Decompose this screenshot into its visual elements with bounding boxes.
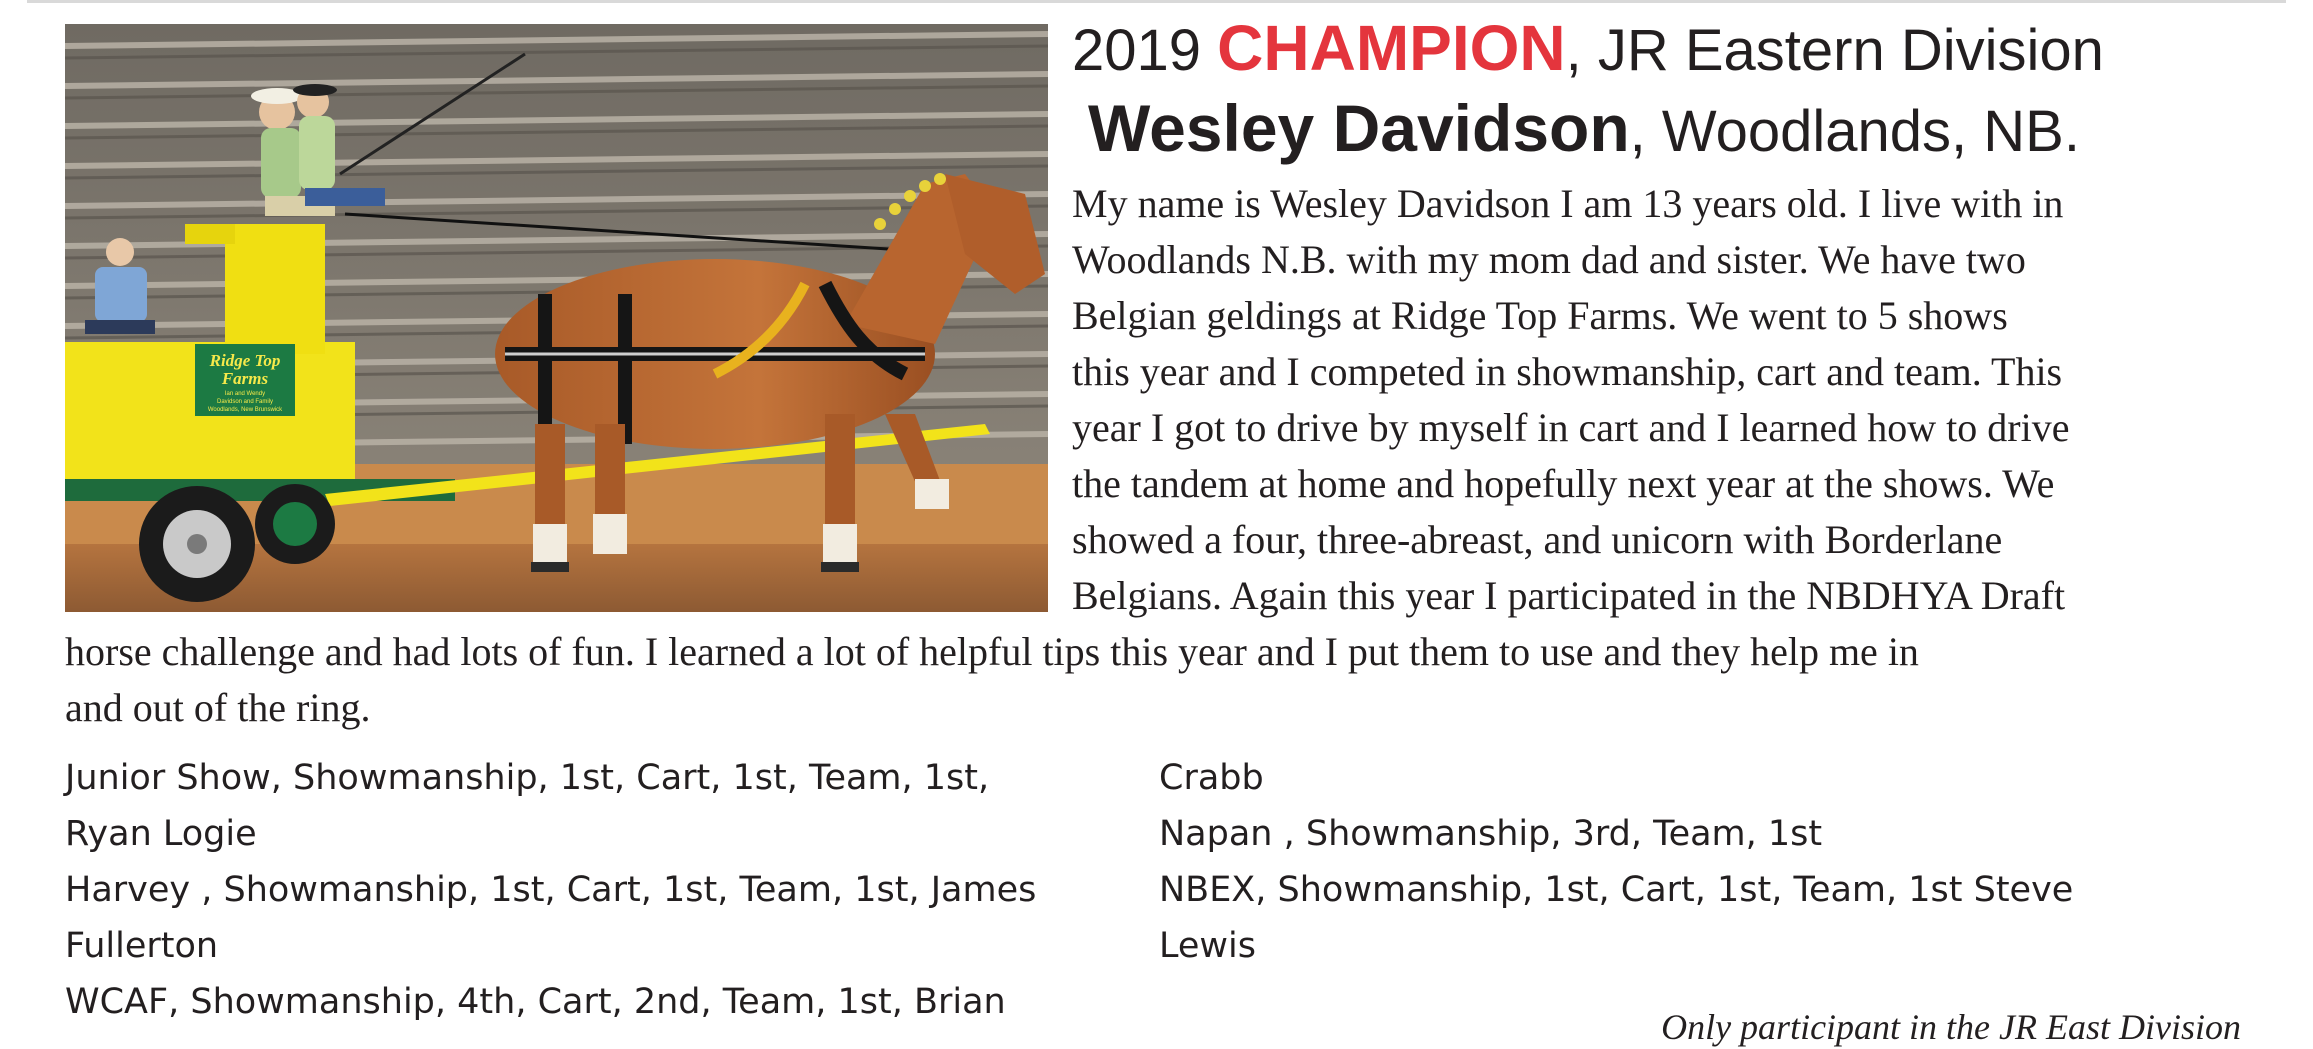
winner-name: Wesley Davidson: [1088, 91, 1630, 165]
result-line: Napan , Showmanship, 3rd, Team, 1st: [1159, 814, 1823, 854]
story-line: year I got to drive by myself in cart and I learned how to drive: [1072, 405, 2070, 450]
winner-location: , Woodlands, NB.: [1629, 99, 2080, 164]
result-line: Harvey , Showmanship, 1st, Cart, 1st, Team, 1st, James: [65, 870, 1037, 910]
result-line: Lewis: [1159, 926, 1257, 966]
result-line: Crabb: [1159, 758, 1264, 798]
headline-year: 2019: [1072, 18, 1202, 83]
footnote: Only participant in the JR East Division: [1661, 1007, 2241, 1047]
headline: [1072, 6, 2292, 93]
result-line: Fullerton: [65, 926, 219, 966]
story-line: and out of the ring.: [65, 685, 371, 730]
headline-champion: CHAMPION: [1217, 12, 1566, 84]
horse-cart-photo: [65, 24, 1048, 612]
result-line: Junior Show, Showmanship, 1st, Cart, 1st, Team, 1st,: [65, 758, 990, 798]
result-line: WCAF, Showmanship, 4th, Cart, 2nd, Team, 1st, Brian: [65, 982, 1006, 1022]
top-rule: [27, 0, 2286, 3]
cart-sign-line3: Ian and Wendy: [224, 391, 266, 397]
story-line: Woodlands N.B. with my mom dad and sister. We have two: [1072, 237, 2026, 282]
story-line: My name is Wesley Davidson I am 13 years old. I live with in: [1072, 181, 2064, 226]
story-line: Belgians. Again this year I participated in the NBDHYA Draft: [1072, 573, 2066, 618]
headline-division: , JR Eastern Division: [1565, 18, 2104, 83]
cart-sign-line4: Davidson and Family: [216, 399, 274, 405]
winner-line: [1088, 86, 2298, 174]
story-line: horse challenge and had lots of fun. I learned a lot of helpful tips this year and I put them to use and they help me in: [65, 629, 1919, 674]
story-line: this year and I competed in showmanship, cart and team. This: [1072, 349, 2063, 394]
results-right-column: [1159, 750, 2073, 974]
result-line: NBEX, Showmanship, 1st, Cart, 1st, Team, 1st Steve: [1159, 870, 2074, 910]
cart-sign-line1: Ridge Top: [209, 351, 281, 370]
cart-sign-line2: Farms: [221, 369, 269, 388]
story-line: the tandem at home and hopefully next year at the shows. We: [1072, 461, 2055, 506]
results-left-column: [65, 750, 1036, 1030]
cart-sign-line5: Woodlands, New Brunswick: [207, 407, 283, 413]
story-line: Belgian geldings at Ridge Top Farms. We went to 5 shows: [1072, 293, 2008, 338]
result-line: Ryan Logie: [65, 814, 257, 854]
story-line: showed a four, three-abreast, and unicorn with Borderlane: [1072, 517, 2003, 562]
